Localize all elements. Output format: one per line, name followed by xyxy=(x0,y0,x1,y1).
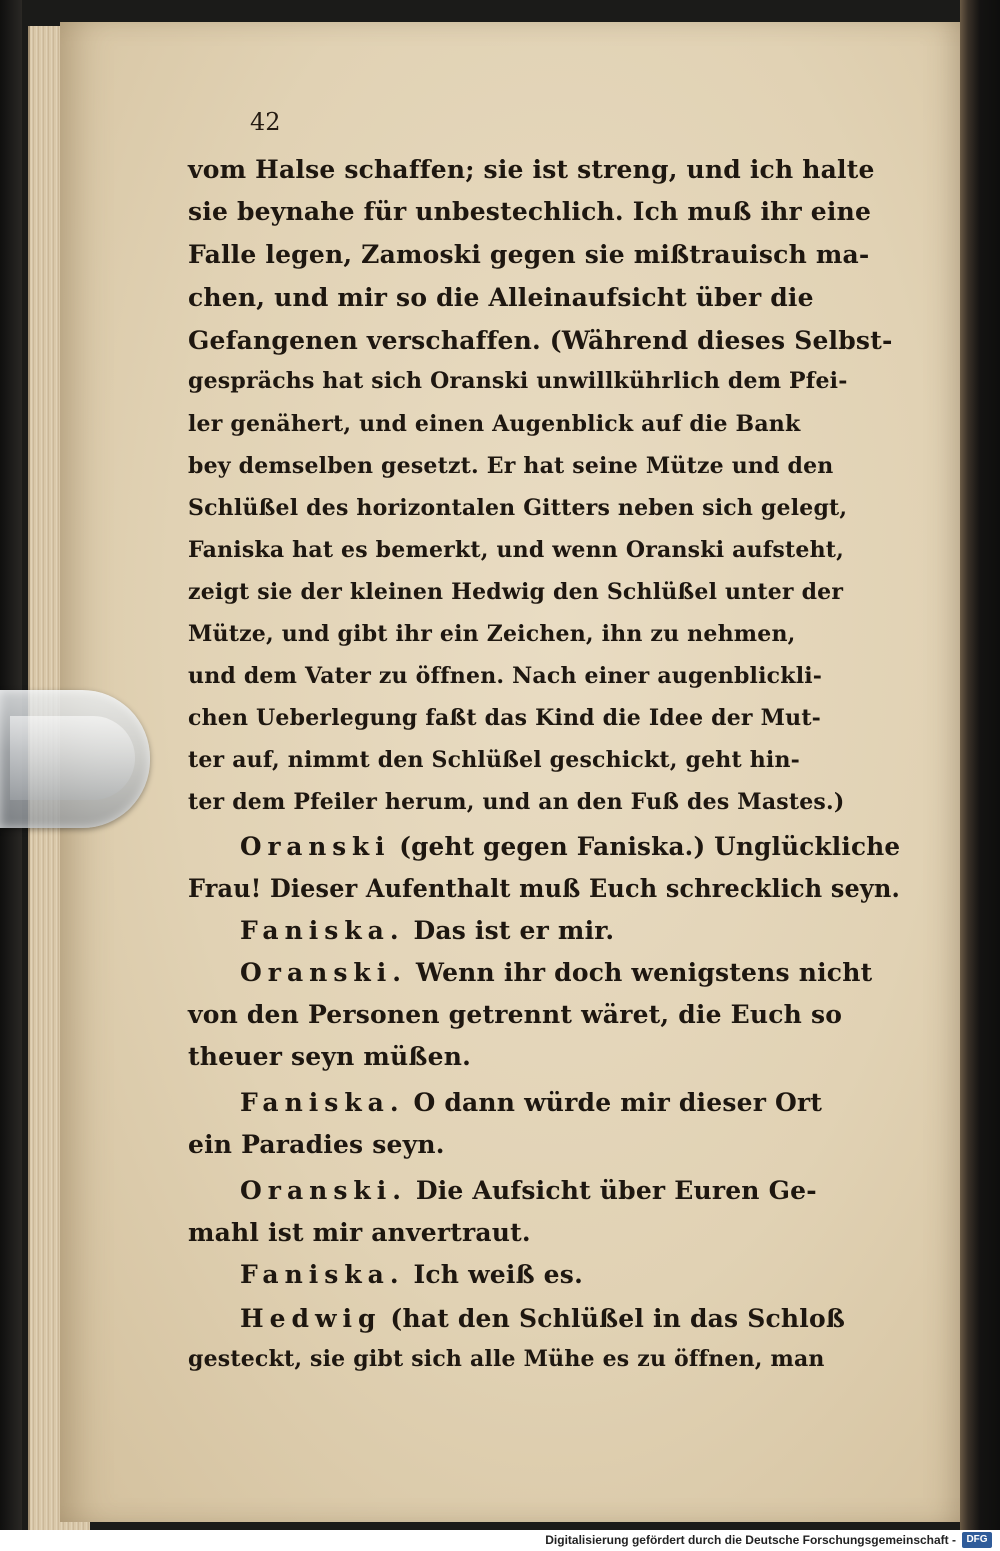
text-line: bey demselben gesetzt. Er hat seine Mütze und den xyxy=(188,453,834,479)
dialogue-continuation: theuer seyn müßen. xyxy=(188,1042,471,1071)
speech-text: Ich weiß es. xyxy=(413,1260,583,1289)
dialogue-continuation: gesteckt, sie gibt sich alle Mühe es zu öffnen, man xyxy=(188,1346,825,1372)
text-line: gesprächs hat sich Oranski unwillkührlich dem Pfei- xyxy=(188,368,848,394)
dfg-logo: DFG xyxy=(962,1532,992,1548)
text-line: ter dem Pfeiler herum, und an den Fuß des Mastes.) xyxy=(188,789,845,815)
text-line: Falle legen, Zamoski gegen sie mißtrauisch ma- xyxy=(188,240,870,269)
speaker-name: Hedwig xyxy=(240,1304,382,1333)
speaker-name: Oranski. xyxy=(240,1176,407,1205)
dialogue-continuation: Frau! Dieser Aufenthalt muß Euch schrecklich seyn. xyxy=(188,874,901,903)
text-line: Faniska hat es bemerkt, und wenn Oranski aufsteht, xyxy=(188,537,844,563)
page-clip xyxy=(0,690,150,828)
page-clip-highlight xyxy=(10,716,135,800)
speech-text: O dann würde mir dieser Ort xyxy=(413,1088,823,1117)
text-line: und dem Vater zu öffnen. Nach einer augenblickli- xyxy=(188,663,823,689)
speech-text: Die Aufsicht über Euren Ge- xyxy=(415,1176,817,1205)
speaker-name: Faniska. xyxy=(240,1088,405,1117)
text-line: ler genähert, und einen Augenblick auf die Bank xyxy=(188,411,801,437)
speech-text: (hat den Schlüßel in das Schloß xyxy=(390,1304,846,1333)
speech-text: Das ist er mir. xyxy=(413,916,615,945)
dialogue-line xyxy=(240,1260,583,1289)
speech-text: Wenn ihr doch wenigstens nicht xyxy=(415,958,873,987)
text-line: ter auf, nimmt den Schlüßel geschickt, geht hin- xyxy=(188,747,800,773)
dialogue-line xyxy=(240,1176,817,1205)
dialogue-line xyxy=(240,958,872,987)
text-line: vom Halse schaffen; sie ist streng, und ich halte xyxy=(188,155,875,184)
speaker-name: Oranski xyxy=(240,832,391,861)
dialogue-line xyxy=(240,1088,822,1117)
text-line: chen, und mir so die Alleinaufsicht über die xyxy=(188,283,814,312)
footer-bar xyxy=(0,1530,1000,1551)
page-number: 42 xyxy=(250,108,281,136)
speech-text: (geht gegen Faniska.) Unglückliche xyxy=(399,832,901,861)
dialogue-continuation: mahl ist mir anvertraut. xyxy=(188,1218,531,1247)
text-line: Mütze, und gibt ihr ein Zeichen, ihn zu nehmen, xyxy=(188,621,796,647)
speaker-name: Faniska. xyxy=(240,1260,405,1289)
dialogue-line xyxy=(240,1304,845,1333)
text-line: chen Ueberlegung faßt das Kind die Idee der Mut- xyxy=(188,705,822,731)
text-line: sie beynahe für unbestechlich. Ich muß ihr eine xyxy=(188,197,872,226)
text-line: zeigt sie der kleinen Hedwig den Schlüßel unter der xyxy=(188,579,844,605)
text-line: Gefangenen verschaffen. (Während dieses Selbst- xyxy=(188,326,893,355)
dialogue-line xyxy=(240,916,614,945)
book-cover-right xyxy=(960,0,1000,1530)
text-line: Schlüßel des horizontalen Gitters neben sich gelegt, xyxy=(188,495,848,521)
speaker-name: Oranski. xyxy=(240,958,407,987)
funding-credit: Digitalisierung gefördert durch die Deutsche Forschungsgemeinschaft - xyxy=(545,1533,956,1547)
dialogue-line xyxy=(240,832,900,861)
speaker-name: Faniska. xyxy=(240,916,405,945)
dialogue-continuation: ein Paradies seyn. xyxy=(188,1130,445,1159)
dialogue-continuation: von den Personen getrennt wäret, die Euch so xyxy=(188,1000,843,1029)
